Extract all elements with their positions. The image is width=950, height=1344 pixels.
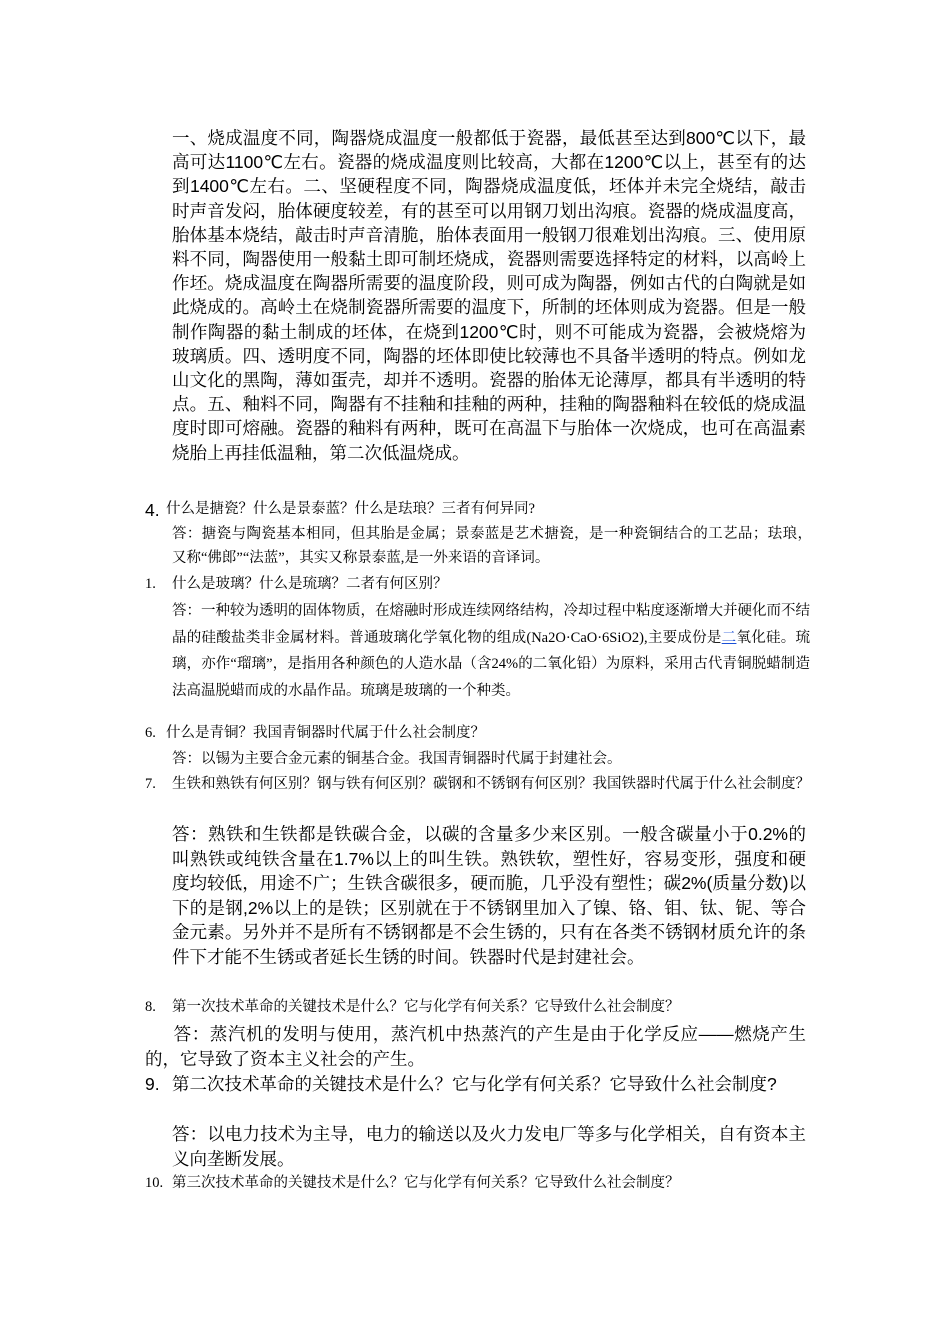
question-number: 10. (145, 1175, 164, 1191)
question-text: 什么是搪瓷？什么是景泰蓝？什么是珐琅？三者有何异同? (166, 501, 535, 517)
question-number: 8. (145, 999, 156, 1015)
intro-paragraph: 一、烧成温度不同，陶器烧成温度一般都低于瓷器，最低甚至达到800℃以下，最高可达1100℃左右。瓷器的烧成温度则比较高，大都在1200℃以上，甚至有的达到1400℃左右。二、坚硬程度不同，陶器烧成温度低，坯体并未完全烧结，敲击时声音发闷，胎体硬度较差，有的甚至可以用钢刀划出沟痕。瓷器的烧成温度高，胎体基本烧结，敲击时声音清脆，胎体表面用一般钢刀很难划出沟痕。三、使用原料不同，陶器使用一般黏土即可制坯烧成，瓷器则需要选择特定的材料，以高岭上作坯。烧成温度在陶器所需要的温度阶段，则可成为陶器，例如古代的白陶就是如此烧成的。高岭土在烧制瓷器所需要的温度下，所制的坯体则成为瓷器。但是一般制作陶器的黏土制成的坯体，在烧到1200℃时，则不可能成为瓷器，会被烧熔为玻璃质。四、透明度不同，陶器的坯体即使比较薄也不具备半透明的特点。例如龙山文化的黑陶，薄如蛋壳，却并不透明。瓷器的胎体无论薄厚，都具有半透明的特点。五、釉料不同，陶器有不挂釉和挂釉的两种，挂釉的陶器釉料在较低的烧成温度时即可熔融。瓷器的釉料有两种，既可在高温下与胎体一次烧成，也可在高温素烧胎上再挂低温釉，第二次低温烧成。 (172, 128, 806, 463)
question-text: 什么是青铜？我国青铜器时代属于什么社会制度？ (166, 725, 485, 741)
question-number: 4. (145, 500, 160, 520)
question-number: 7. (145, 776, 156, 792)
answer-body: 答：蒸汽机的发明与使用，蒸汽机中热蒸汽的产生是由于化学反应——燃烧产生的，它导致了资本主义社会的产生。 (145, 1024, 806, 1069)
answer-text: 答：以电力技术为主导，电力的输送以及火力发电厂等多与化学相关，自有资本主义向垄断发展。 (172, 1124, 806, 1169)
question-text: 第三次技术革命的关键技术是什么？它与化学有何关系？它导致什么社会制度？ (172, 1175, 680, 1191)
answer-text (172, 598, 810, 704)
question-text: 什么是玻璃？什么是琉璃？二者有何区别？ (172, 576, 448, 592)
hyperlink-text[interactable]: 二 (721, 629, 737, 646)
answer-text: 答：以锡为主要合金元素的铜基合金。我国青铜器时代属于封建社会。 (172, 751, 622, 767)
question-number: 1. (145, 576, 156, 592)
answer-text (145, 1022, 806, 1071)
question-text: 第二次技术革命的关键技术是什么？它与化学有何关系？它导致什么社会制度? (172, 1074, 777, 1094)
question-text: 第一次技术革命的关键技术是什么？它与化学有何关系？它导致什么社会制度？ (172, 999, 680, 1015)
question-number: 9. (145, 1074, 160, 1094)
answer-part: 答：一种较为透明的固体物质，在熔融时形成连续网络结构，冷却过程中粘度逐渐增大并硬化而不结晶的硅酸盐类非金属材料。普通玻璃化学氧化物的组成(Na2O·CaO·6SiO2),主要成份是 (172, 603, 810, 646)
answer-text: 答：搪瓷与陶瓷基本相同，但其胎是金属；景泰蓝是艺术搪瓷，是一种瓷铜结合的工艺品；珐琅， 又称“佛郎”“法蓝”，其实又称景泰蓝,是一外来语的音译词。 (172, 526, 812, 566)
question-number: 6. (145, 725, 156, 741)
answer-text: 答：熟铁和生铁都是铁碳合金，以碳的含量多少来区别。一般含碳量小于0.2%的叫熟铁或纯铁含量在1.7%以上的叫生铁。熟铁软，塑性好，容易变形，强度和硬度均较低，用途不广；生铁含碳很多，硬而脆，几乎没有塑性；碳2%(质量分数)以下的是钢,2%以上的是铁；区别就在于不锈钢里加入了镍、铬、钼、钛、铌、等合金元素。另外并不是所有不锈钢都是不会生锈的，只有在各类不锈钢材质允许的条件下才能不生锈或者延长生锈的时间。铁器时代是封建社会。 (172, 824, 806, 967)
answer-part: 氧化硅。琉璃，亦作“瑠璃”，是指用各种颜色的人造水晶（含24%的二氧化铅）为原料，采用古代青铜脱蜡制造法高温脱蜡而成的水晶作品。琉璃是玻璃的一个种类。 (172, 629, 810, 699)
question-text: 生铁和熟铁有何区别？钢与铁有何区别？碳钢和不锈钢有何区别？我国铁器时代属于什么社会制度？ (172, 776, 810, 792)
